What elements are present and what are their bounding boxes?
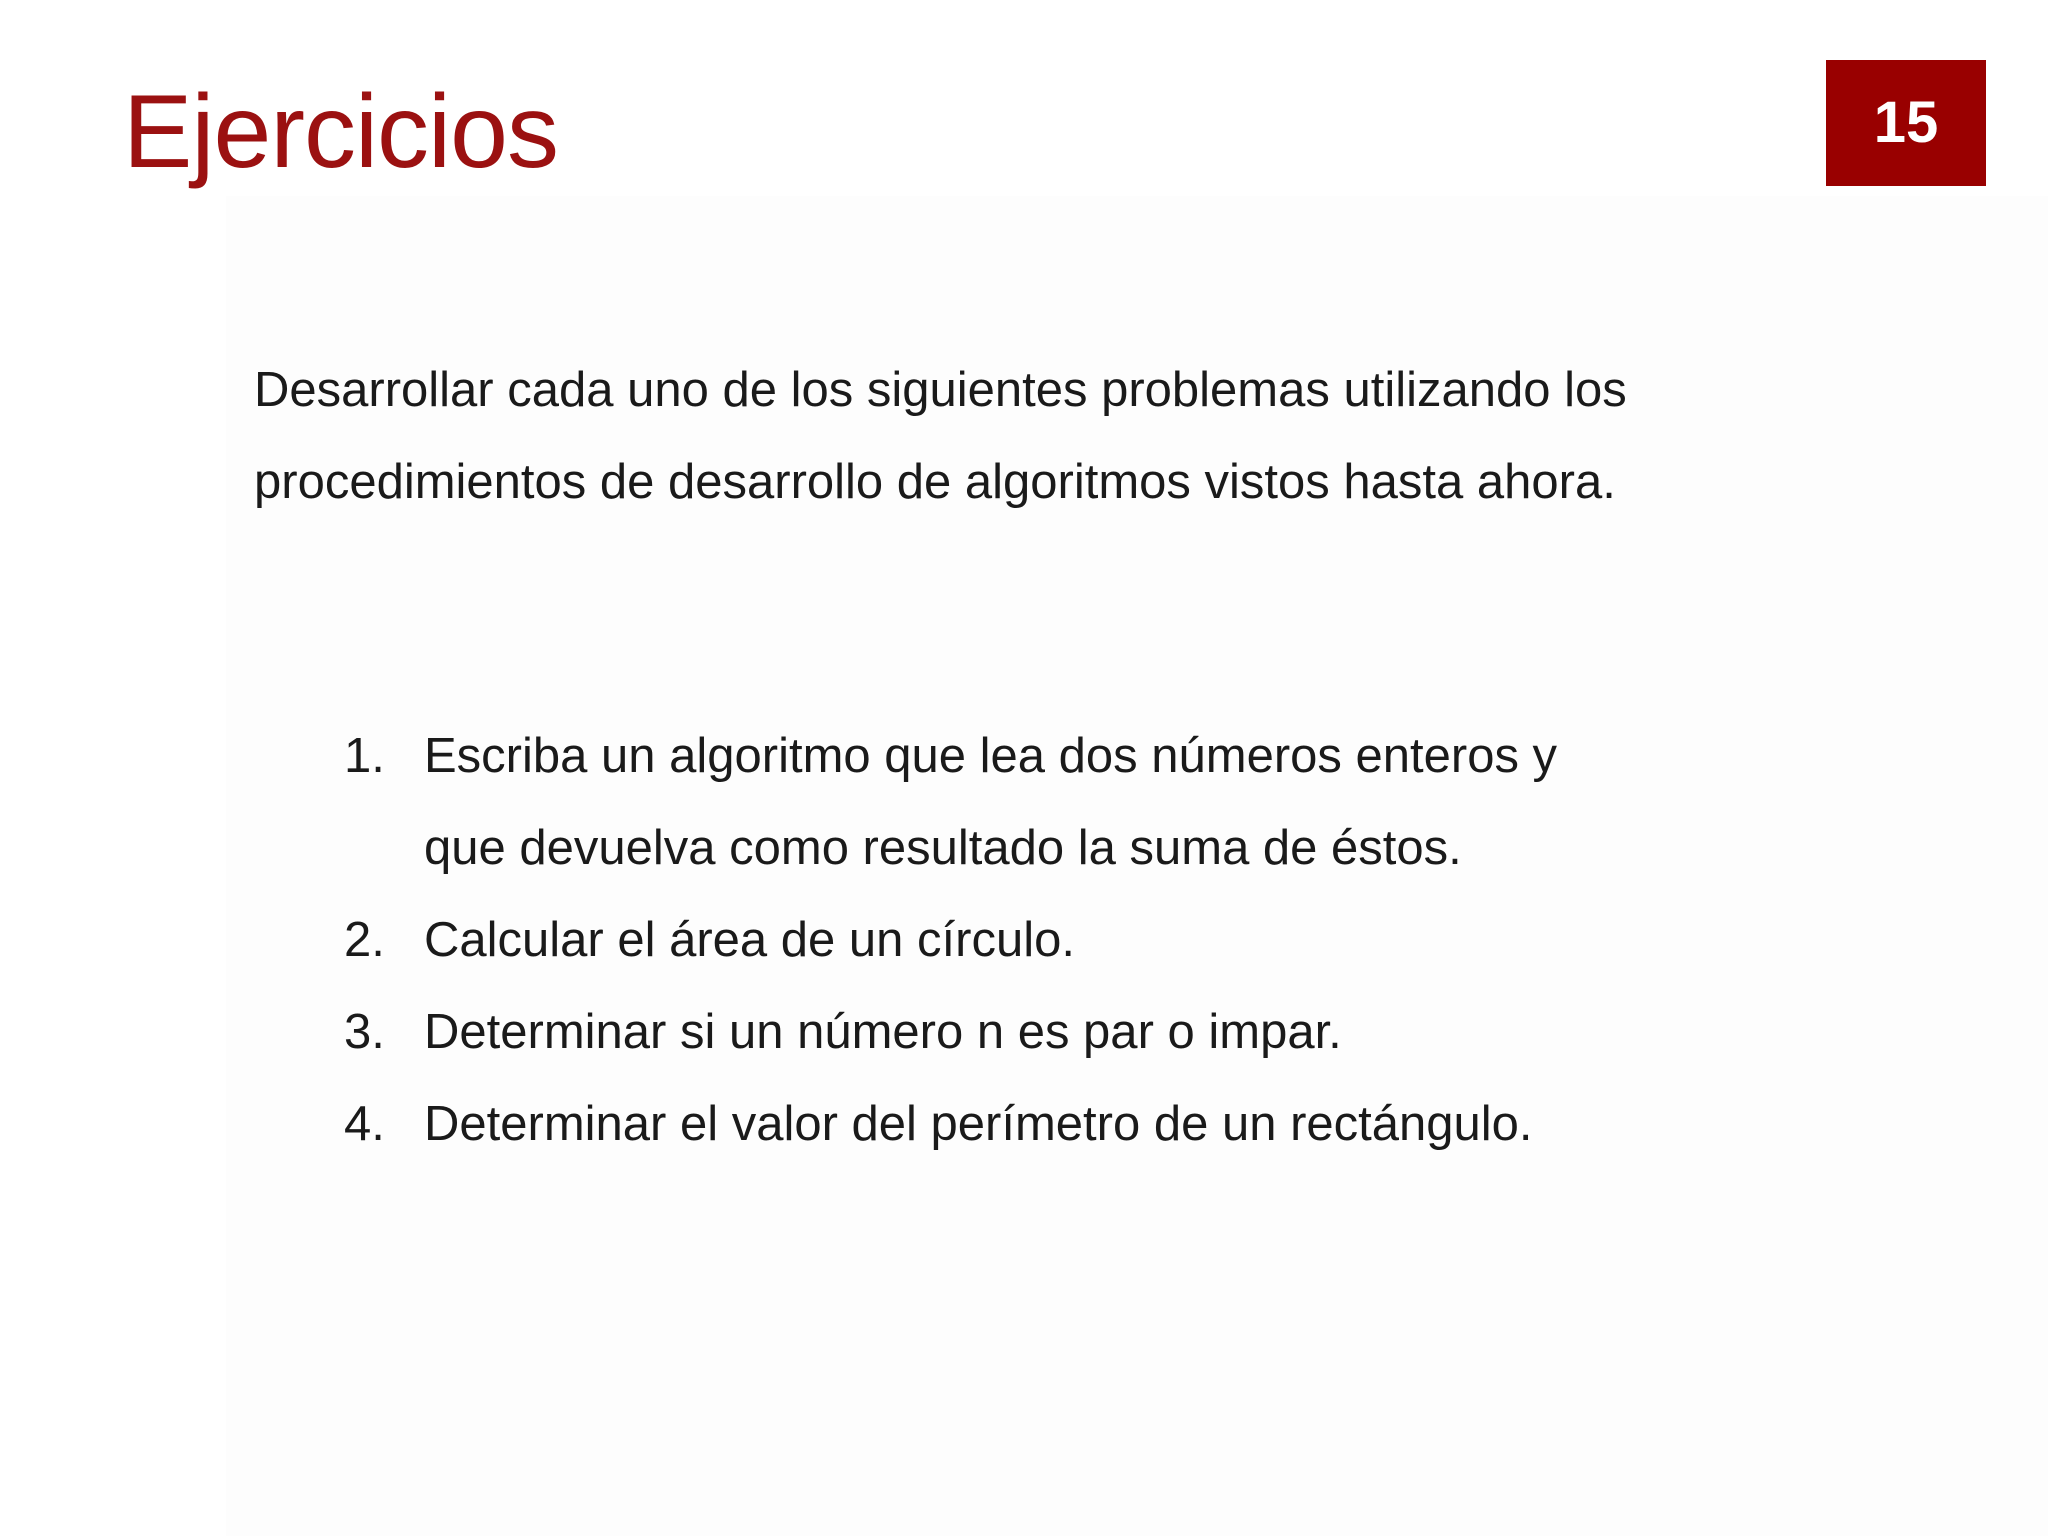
exercise-text xyxy=(424,894,1075,986)
exercise-item-1 xyxy=(344,710,1844,894)
exercise-line: Determinar el valor del perímetro de un rectángulo. xyxy=(424,1097,1533,1151)
exercise-item-2 xyxy=(344,894,1844,986)
slide-title: Ejercicios xyxy=(123,74,558,190)
page-number-badge xyxy=(1826,60,1986,186)
page-number: 15 xyxy=(1873,90,1939,155)
exercise-number: 4. xyxy=(344,1097,385,1151)
exercise-item-4 xyxy=(344,1078,1844,1170)
exercise-line: Calcular el área de un círculo. xyxy=(424,913,1075,967)
exercise-text xyxy=(424,1078,1533,1170)
exercise-text xyxy=(424,710,1557,894)
exercise-text xyxy=(424,986,1342,1078)
exercise-line: Escriba un algoritmo que lea dos números enteros y xyxy=(424,729,1558,783)
exercise-number: 2. xyxy=(344,913,385,967)
exercise-number: 1. xyxy=(344,729,385,783)
intro-line: procedimientos de desarrollo de algoritmos vistos hasta ahora. xyxy=(254,455,1616,509)
exercise-line: que devuelva como resultado la suma de éstos. xyxy=(424,821,1462,875)
intro-paragraph xyxy=(254,344,1814,528)
intro-line: Desarrollar cada uno de los siguientes problemas utilizando los xyxy=(254,363,1627,417)
exercise-list xyxy=(344,710,1844,1170)
exercise-line: Determinar si un número n es par o impar. xyxy=(424,1005,1342,1059)
exercise-number: 3. xyxy=(344,1005,385,1059)
exercise-item-3 xyxy=(344,986,1844,1078)
